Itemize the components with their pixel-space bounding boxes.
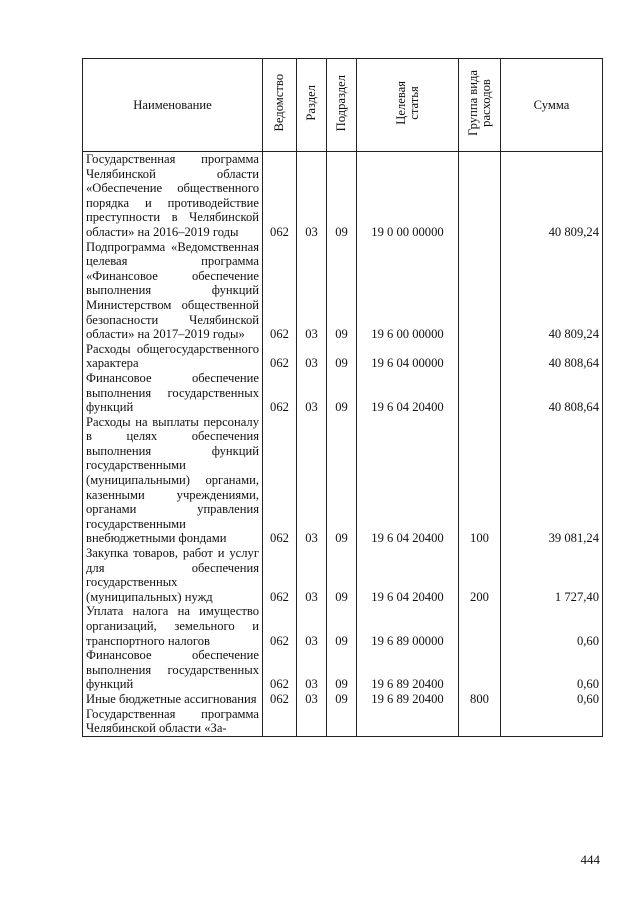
row-name: Финансовое обеспечение выполнения государственных функций (83, 371, 263, 415)
table-header (83, 59, 603, 152)
row-department: 062 (263, 342, 297, 371)
row-section: 03 (297, 152, 327, 240)
table-row (83, 707, 603, 737)
row-section: 03 (297, 604, 327, 648)
row-name: Иные бюджетные ассигнования (83, 692, 263, 707)
row-department: 062 (263, 240, 297, 342)
row-target-article: 19 6 89 20400 (357, 692, 459, 707)
row-section: 03 (297, 371, 327, 415)
row-subsection: 09 (327, 604, 357, 648)
header-department (263, 59, 297, 152)
row-target-article: 19 6 04 20400 (357, 371, 459, 415)
table-body (83, 152, 603, 737)
row-amount: 0,60 (501, 692, 603, 707)
row-section: 03 (297, 415, 327, 546)
table-row (83, 648, 603, 692)
row-target-article: 19 6 89 20400 (357, 648, 459, 692)
row-amount: 39 081,24 (501, 415, 603, 546)
row-expense-group (459, 240, 501, 342)
row-section: 03 (297, 648, 327, 692)
row-section: 03 (297, 546, 327, 604)
row-amount: 0,60 (501, 648, 603, 692)
row-department: 062 (263, 415, 297, 546)
row-expense-group (459, 152, 501, 240)
header-expense-group-text: Группа вида расходов (465, 70, 493, 137)
header-target-article-text: Целевая статья (393, 81, 421, 126)
row-name: Уплата налога на имущество организаций, земельного и транспортного налогов (83, 604, 263, 648)
table-row (83, 415, 603, 546)
row-target-article: 19 6 00 00000 (357, 240, 459, 342)
row-department: 062 (263, 152, 297, 240)
row-name: Финансовое обеспечение выполнения государственных функций (83, 648, 263, 692)
row-expense-group (459, 342, 501, 371)
row-amount: 1 727,40 (501, 546, 603, 604)
row-department: 062 (263, 648, 297, 692)
row-section: 03 (297, 342, 327, 371)
row-section: 03 (297, 240, 327, 342)
header-name: Наименование (83, 59, 263, 152)
row-expense-group: 200 (459, 546, 501, 604)
table-row (83, 692, 603, 707)
row-department (263, 707, 297, 737)
row-subsection: 09 (327, 648, 357, 692)
header-row (83, 59, 603, 152)
row-subsection: 09 (327, 152, 357, 240)
row-amount: 0,60 (501, 604, 603, 648)
row-amount: 40 808,64 (501, 342, 603, 371)
row-target-article: 19 6 04 20400 (357, 546, 459, 604)
row-department: 062 (263, 371, 297, 415)
row-name: Государственная программа Челябинской области «За- (83, 707, 263, 737)
row-target-article: 19 0 00 00000 (357, 152, 459, 240)
budget-table (82, 58, 603, 737)
header-section-text: Раздел (304, 85, 318, 122)
table-row (83, 604, 603, 648)
page-number: 444 (580, 852, 600, 867)
row-target-article: 19 6 04 00000 (357, 342, 459, 371)
row-amount (501, 707, 603, 737)
row-amount: 40 809,24 (501, 240, 603, 342)
row-amount: 40 809,24 (501, 152, 603, 240)
row-department: 062 (263, 692, 297, 707)
row-section: 03 (297, 692, 327, 707)
row-section (297, 707, 327, 737)
row-expense-group (459, 648, 501, 692)
row-department: 062 (263, 604, 297, 648)
row-expense-group: 100 (459, 415, 501, 546)
row-name: Государственная программа Челябинской области «Обеспечение общественного порядка и противодействие преступности в Челябинской области» на 2016–2019 годы (83, 152, 263, 240)
row-name: Расходы общегосударственного характера (83, 342, 263, 371)
row-department: 062 (263, 546, 297, 604)
row-subsection: 09 (327, 371, 357, 415)
row-subsection: 09 (327, 546, 357, 604)
row-name: Расходы на выплаты персоналу в целях обеспечения выполнения функций государственными (муниципальными) органами, казенными учреждениями, органами управления государственными внебюджетными фондами (83, 415, 263, 546)
table-row (83, 342, 603, 371)
row-subsection (327, 707, 357, 737)
table-row (83, 152, 603, 240)
table-row (83, 371, 603, 415)
row-name: Подпрограмма «Ведомственная целевая программа «Финансовое обеспечение выполнения функций Министерством общественной безопасности Челябинской области» на 2017–2019 годы» (83, 240, 263, 342)
row-expense-group (459, 707, 501, 737)
table-row (83, 240, 603, 342)
row-expense-group (459, 604, 501, 648)
row-subsection: 09 (327, 415, 357, 546)
row-amount: 40 808,64 (501, 371, 603, 415)
row-target-article: 19 6 04 20400 (357, 415, 459, 546)
header-expense-group (459, 59, 501, 152)
row-subsection: 09 (327, 342, 357, 371)
row-expense-group: 800 (459, 692, 501, 707)
header-section (297, 59, 327, 152)
row-subsection: 09 (327, 240, 357, 342)
row-subsection: 09 (327, 692, 357, 707)
header-target-article (357, 59, 459, 152)
header-department-text: Ведомство (272, 74, 286, 132)
table-row (83, 546, 603, 604)
row-target-article (357, 707, 459, 737)
row-target-article: 19 6 89 00000 (357, 604, 459, 648)
row-name: Закупка товаров, работ и услуг для обеспечения государственных (муниципальных) нужд (83, 546, 263, 604)
header-subsection-text: Подраздел (334, 75, 348, 132)
header-subsection (327, 59, 357, 152)
header-amount: Сумма (501, 59, 603, 152)
row-expense-group (459, 371, 501, 415)
